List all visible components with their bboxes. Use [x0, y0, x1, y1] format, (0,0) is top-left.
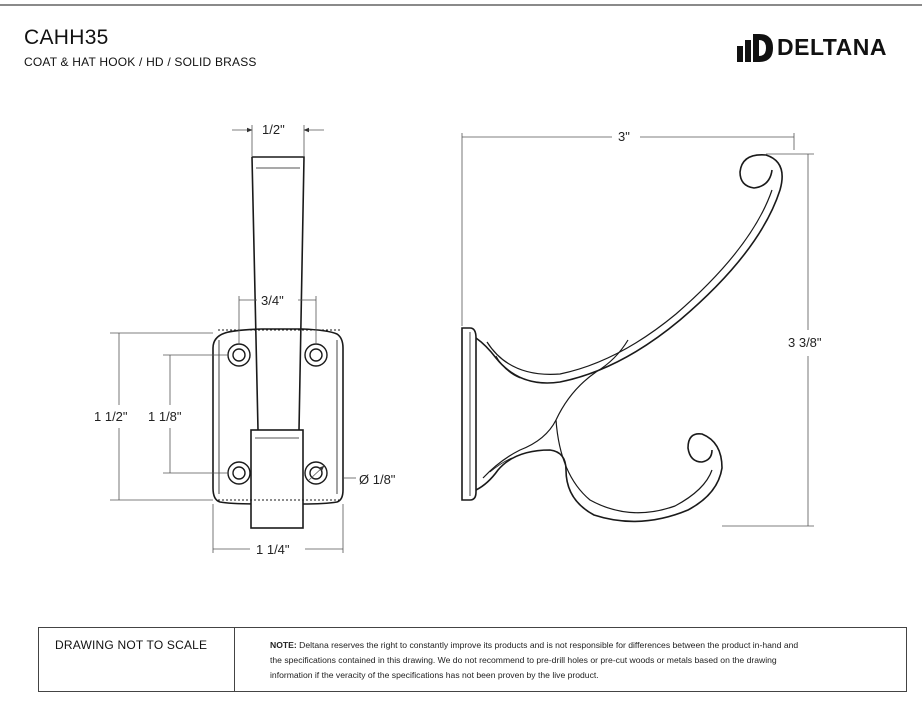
model-number: CAHH35 [24, 26, 109, 49]
dim-hole-diameter: Ø 1/8" [359, 472, 396, 487]
front-dimensions [110, 125, 356, 553]
dim-plate-height: 1 1/2" [94, 409, 128, 424]
side-plate [462, 328, 476, 500]
dim-hole-spacing-vertical: 1 1/8" [148, 409, 182, 424]
screw-hole [228, 344, 250, 366]
scale-note: DRAWING NOT TO SCALE [39, 628, 235, 691]
hook-arm-upper [476, 155, 782, 383]
hook-arm-lower [476, 434, 722, 522]
side-view [462, 155, 782, 522]
brand-name: DELTANA [777, 33, 887, 60]
dim-hole-spacing-horizontal: 3/4" [261, 293, 284, 308]
disclaimer [235, 628, 808, 691]
dim-overall-depth: 3" [618, 129, 630, 144]
note-line-2: the specifications contained in this drawing. We do not recommend to pre-drill holes or pre-cut woods or metals based on the drawing [270, 655, 777, 665]
side-dimensions [462, 133, 814, 526]
front-view [213, 157, 343, 528]
dim-plate-width: 1 1/4" [256, 542, 290, 557]
product-description: COAT & HAT HOOK / HD / SOLID BRASS [24, 55, 257, 69]
hook-base [251, 430, 303, 528]
note-line-1: Deltana reserves the right to constantly improve its products and is not responsible for differences between the product in-hand and [299, 640, 799, 650]
dim-overall-height: 3 3/8" [788, 335, 822, 350]
screw-hole [228, 462, 250, 484]
note-label: NOTE: [270, 640, 297, 650]
footer-notes [38, 627, 907, 692]
dim-stem-width: 1/2" [262, 122, 285, 137]
screw-hole [305, 344, 327, 366]
note-line-3: information if the veracity of the specifications has not been proven by the live product. [270, 670, 599, 680]
